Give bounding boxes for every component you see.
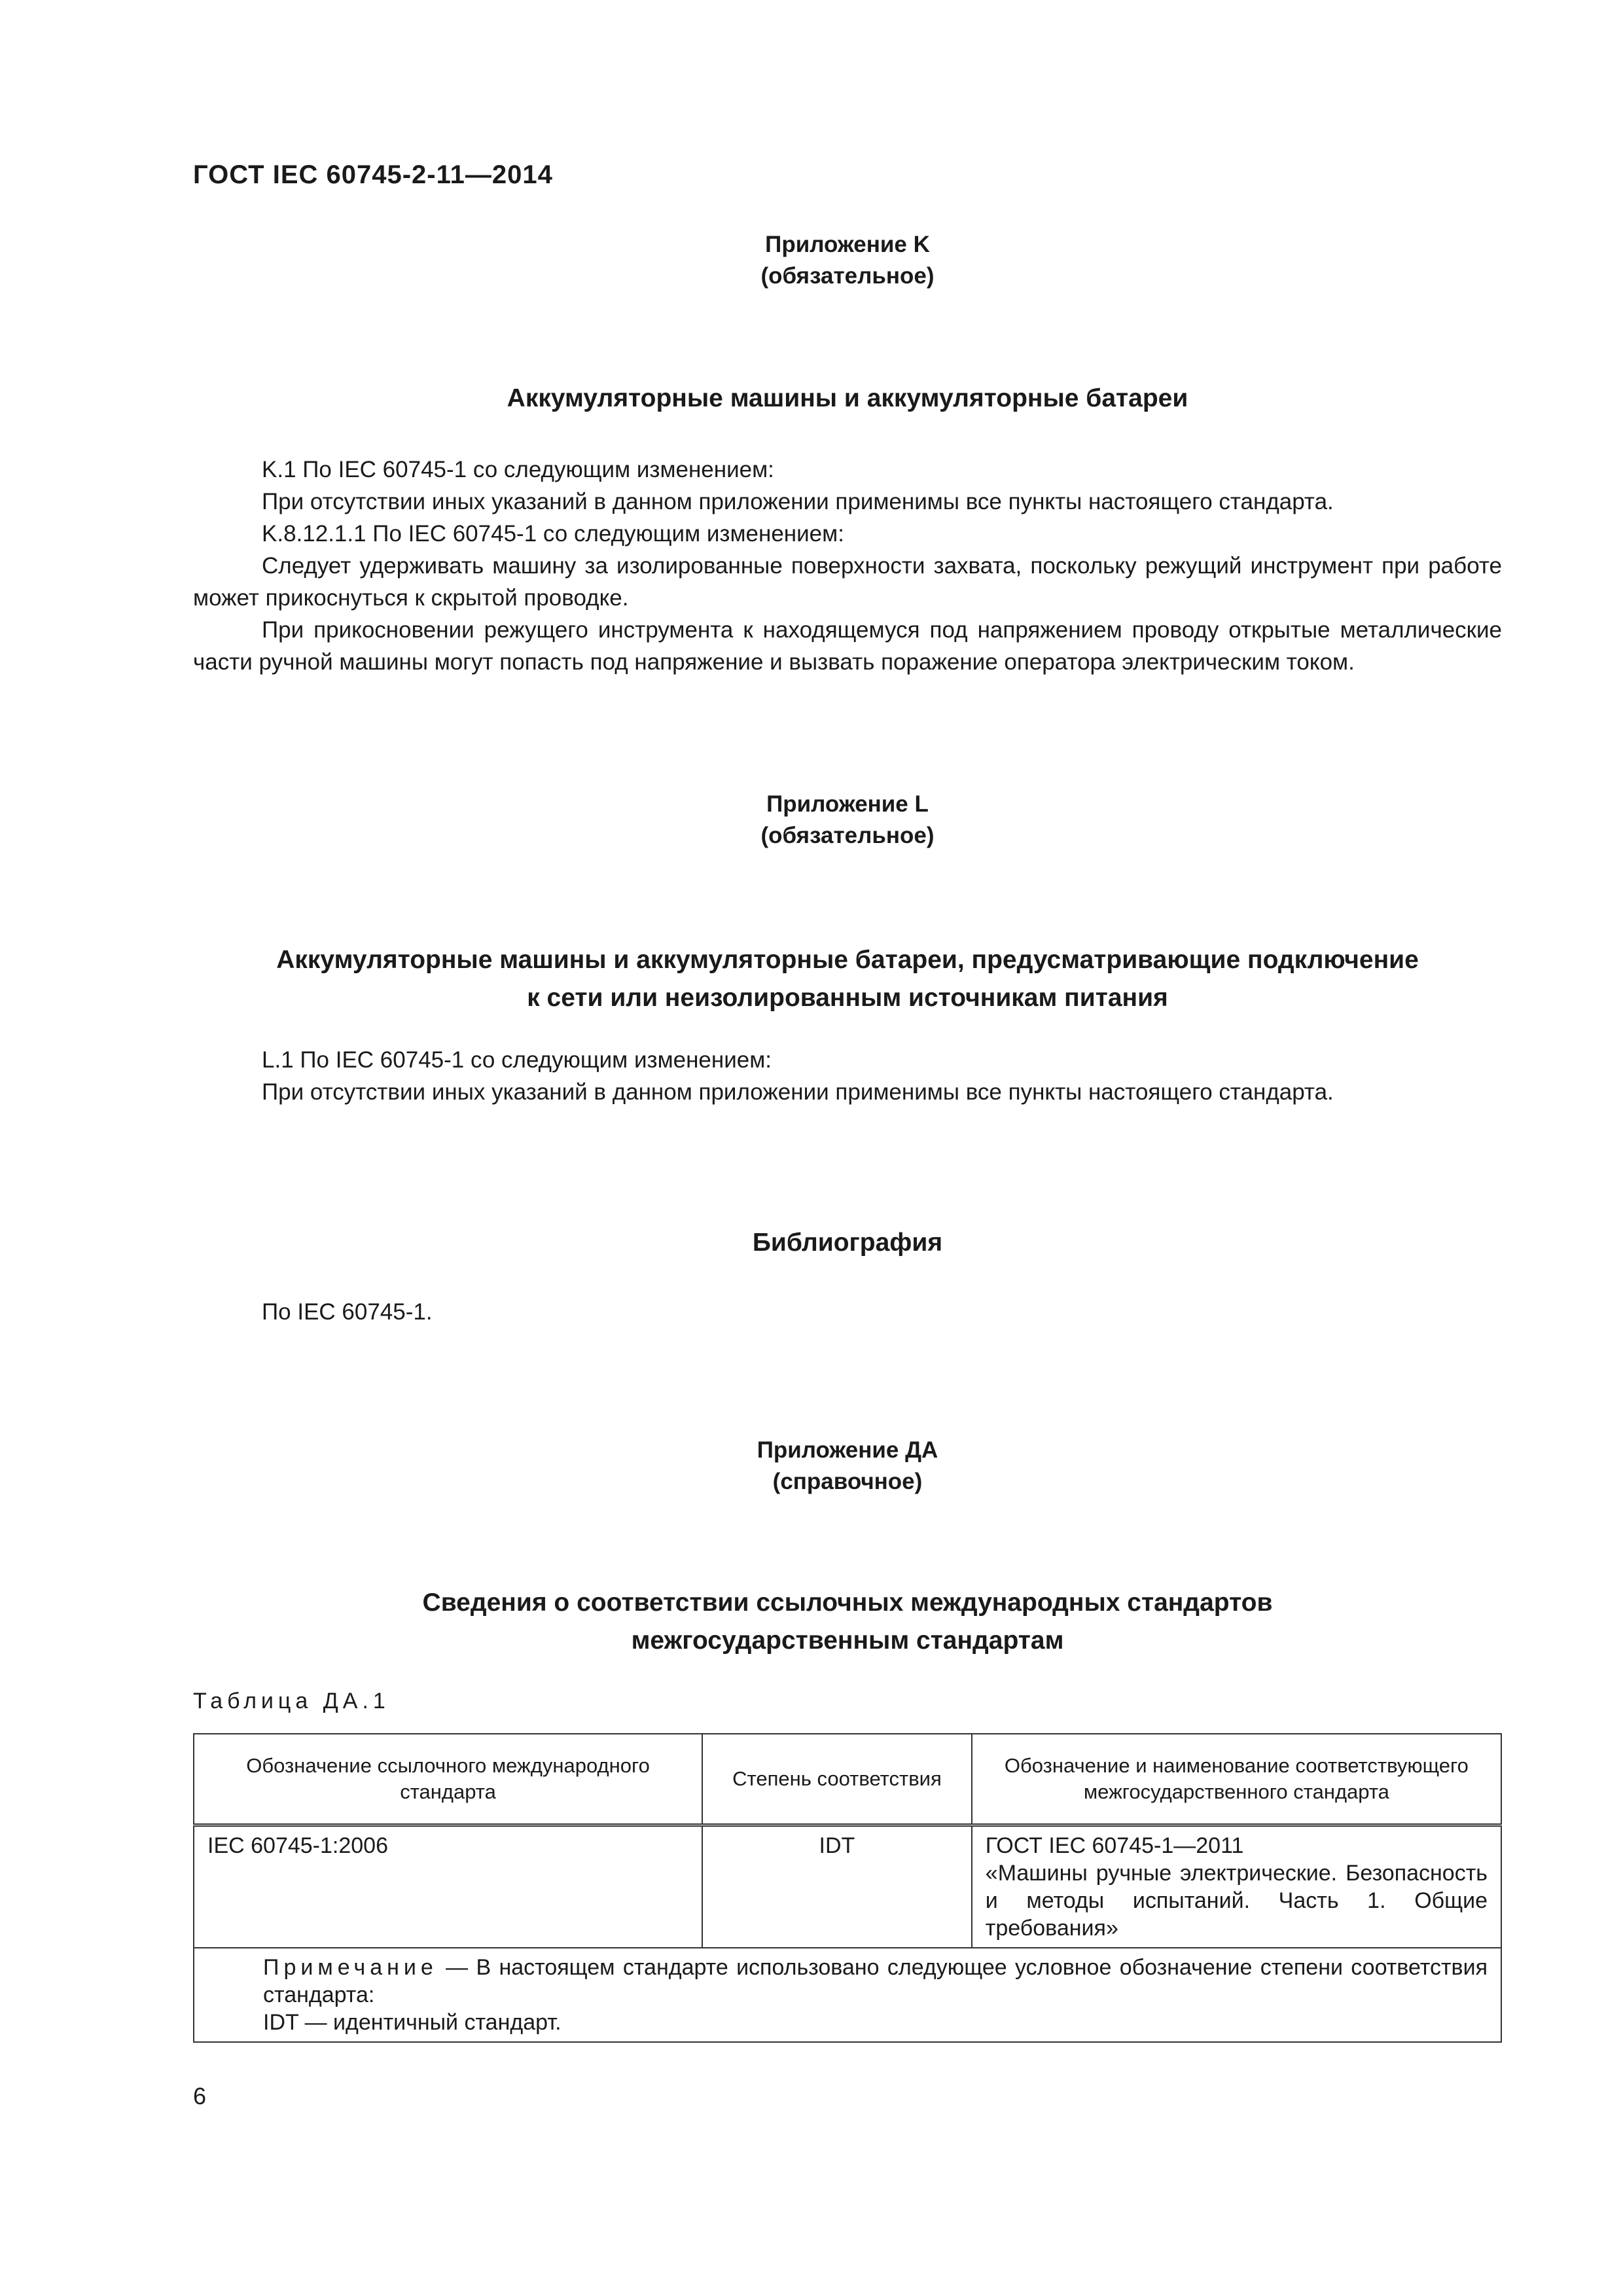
note-paragraph: [207, 1954, 1488, 2009]
gost-name: «Машины ручные электрические. Безопасность и методы испытаний. Часть 1. Общие требования»: [985, 1861, 1488, 1941]
table-note-row: [194, 1948, 1501, 2042]
annex-da-heading: [193, 1435, 1502, 1498]
header-degree: Степень соответствия: [702, 1734, 972, 1825]
table-caption: Таблица ДА.1: [193, 1689, 390, 1713]
cell-degree: IDT: [702, 1825, 972, 1948]
annex-l-heading: [193, 789, 1502, 852]
table-header-row: [194, 1734, 1501, 1825]
note-idt: IDT — идентичный стандарт.: [263, 2010, 562, 2035]
annex-da-title-line2: межгосударственным стандартам: [631, 1626, 1064, 1655]
annex-k-body: [193, 454, 1502, 678]
note-label: Примечание: [263, 1955, 438, 1980]
table-row: [194, 1825, 1501, 1948]
document-header: ГОСТ IEC 60745-2-11—2014: [193, 160, 553, 189]
annex-k-p1: K.1 По IEC 60745-1 со следующим изменением:: [262, 457, 774, 482]
bibliography-title: Библиография: [752, 1229, 943, 1257]
header-reference-standard: Обозначение ссылочного международного стандарта: [194, 1734, 702, 1825]
note-text: — В настоящем стандарте использовано следующее условное обозначение степени соответствия стандарта:: [263, 1955, 1488, 2007]
annex-l-title: [193, 941, 1502, 1017]
annex-da-title: [193, 1584, 1502, 1660]
bibliography-text: По IEC 60745-1.: [262, 1299, 433, 1325]
annex-k-p3: K.8.12.1.1 По IEC 60745-1 со следующим изменением:: [262, 521, 844, 547]
annex-da-status: (справочное): [772, 1469, 923, 1494]
cell-interstate-standard: [972, 1825, 1501, 1948]
bibliography-body: [193, 1296, 1502, 1328]
annex-k-heading: [193, 229, 1502, 292]
annex-l-status: (обязательное): [760, 823, 935, 848]
correspondence-table: [193, 1733, 1502, 2043]
annex-l-p1: L.1 По IEC 60745-1 со следующим изменением:: [262, 1047, 772, 1073]
header-interstate-standard: Обозначение и наименование соответствующего межгосударственного стандарта: [972, 1734, 1501, 1825]
annex-da-label: Приложение ДА: [757, 1437, 938, 1463]
annex-k-status: (обязательное): [760, 263, 935, 289]
annex-l-title-line2: к сети или неизолированным источникам питания: [527, 984, 1168, 1012]
gost-id: ГОСТ IEC 60745-1—2011: [985, 1833, 1244, 1858]
annex-k-label: Приложение K: [765, 232, 930, 257]
cell-reference-standard: IEC 60745-1:2006: [194, 1825, 702, 1948]
annex-k-p4: Следует удерживать машину за изолированные поверхности захвата, поскольку режущий инструмент при работе может прикоснуться к скрытой проводке.: [193, 553, 1502, 611]
annex-da-title-line1: Сведения о соответствии ссылочных международных стандартов: [422, 1588, 1273, 1617]
annex-k-title: Аккумуляторные машины и аккумуляторные батареи: [507, 384, 1188, 412]
annex-k-p2: При отсутствии иных указаний в данном приложении применимы все пункты настоящего стандарта.: [262, 489, 1334, 514]
annex-l-body: [193, 1044, 1502, 1108]
annex-l-p2: При отсутствии иных указаний в данном приложении применимы все пункты настоящего стандарта.: [262, 1079, 1334, 1105]
annex-l-title-line1: Аккумуляторные машины и аккумуляторные батареи, предусматривающие подключение: [276, 946, 1419, 974]
annex-k-p5: При прикосновении режущего инструмента к находящемуся под напряжением проводу открытые металлические части ручной машины могут попасть под напряжение и вызвать поражение оператора электрическим током.: [193, 617, 1502, 675]
table-note: [194, 1948, 1501, 2042]
page-number: 6: [193, 2083, 207, 2109]
annex-l-label: Приложение L: [766, 791, 929, 817]
